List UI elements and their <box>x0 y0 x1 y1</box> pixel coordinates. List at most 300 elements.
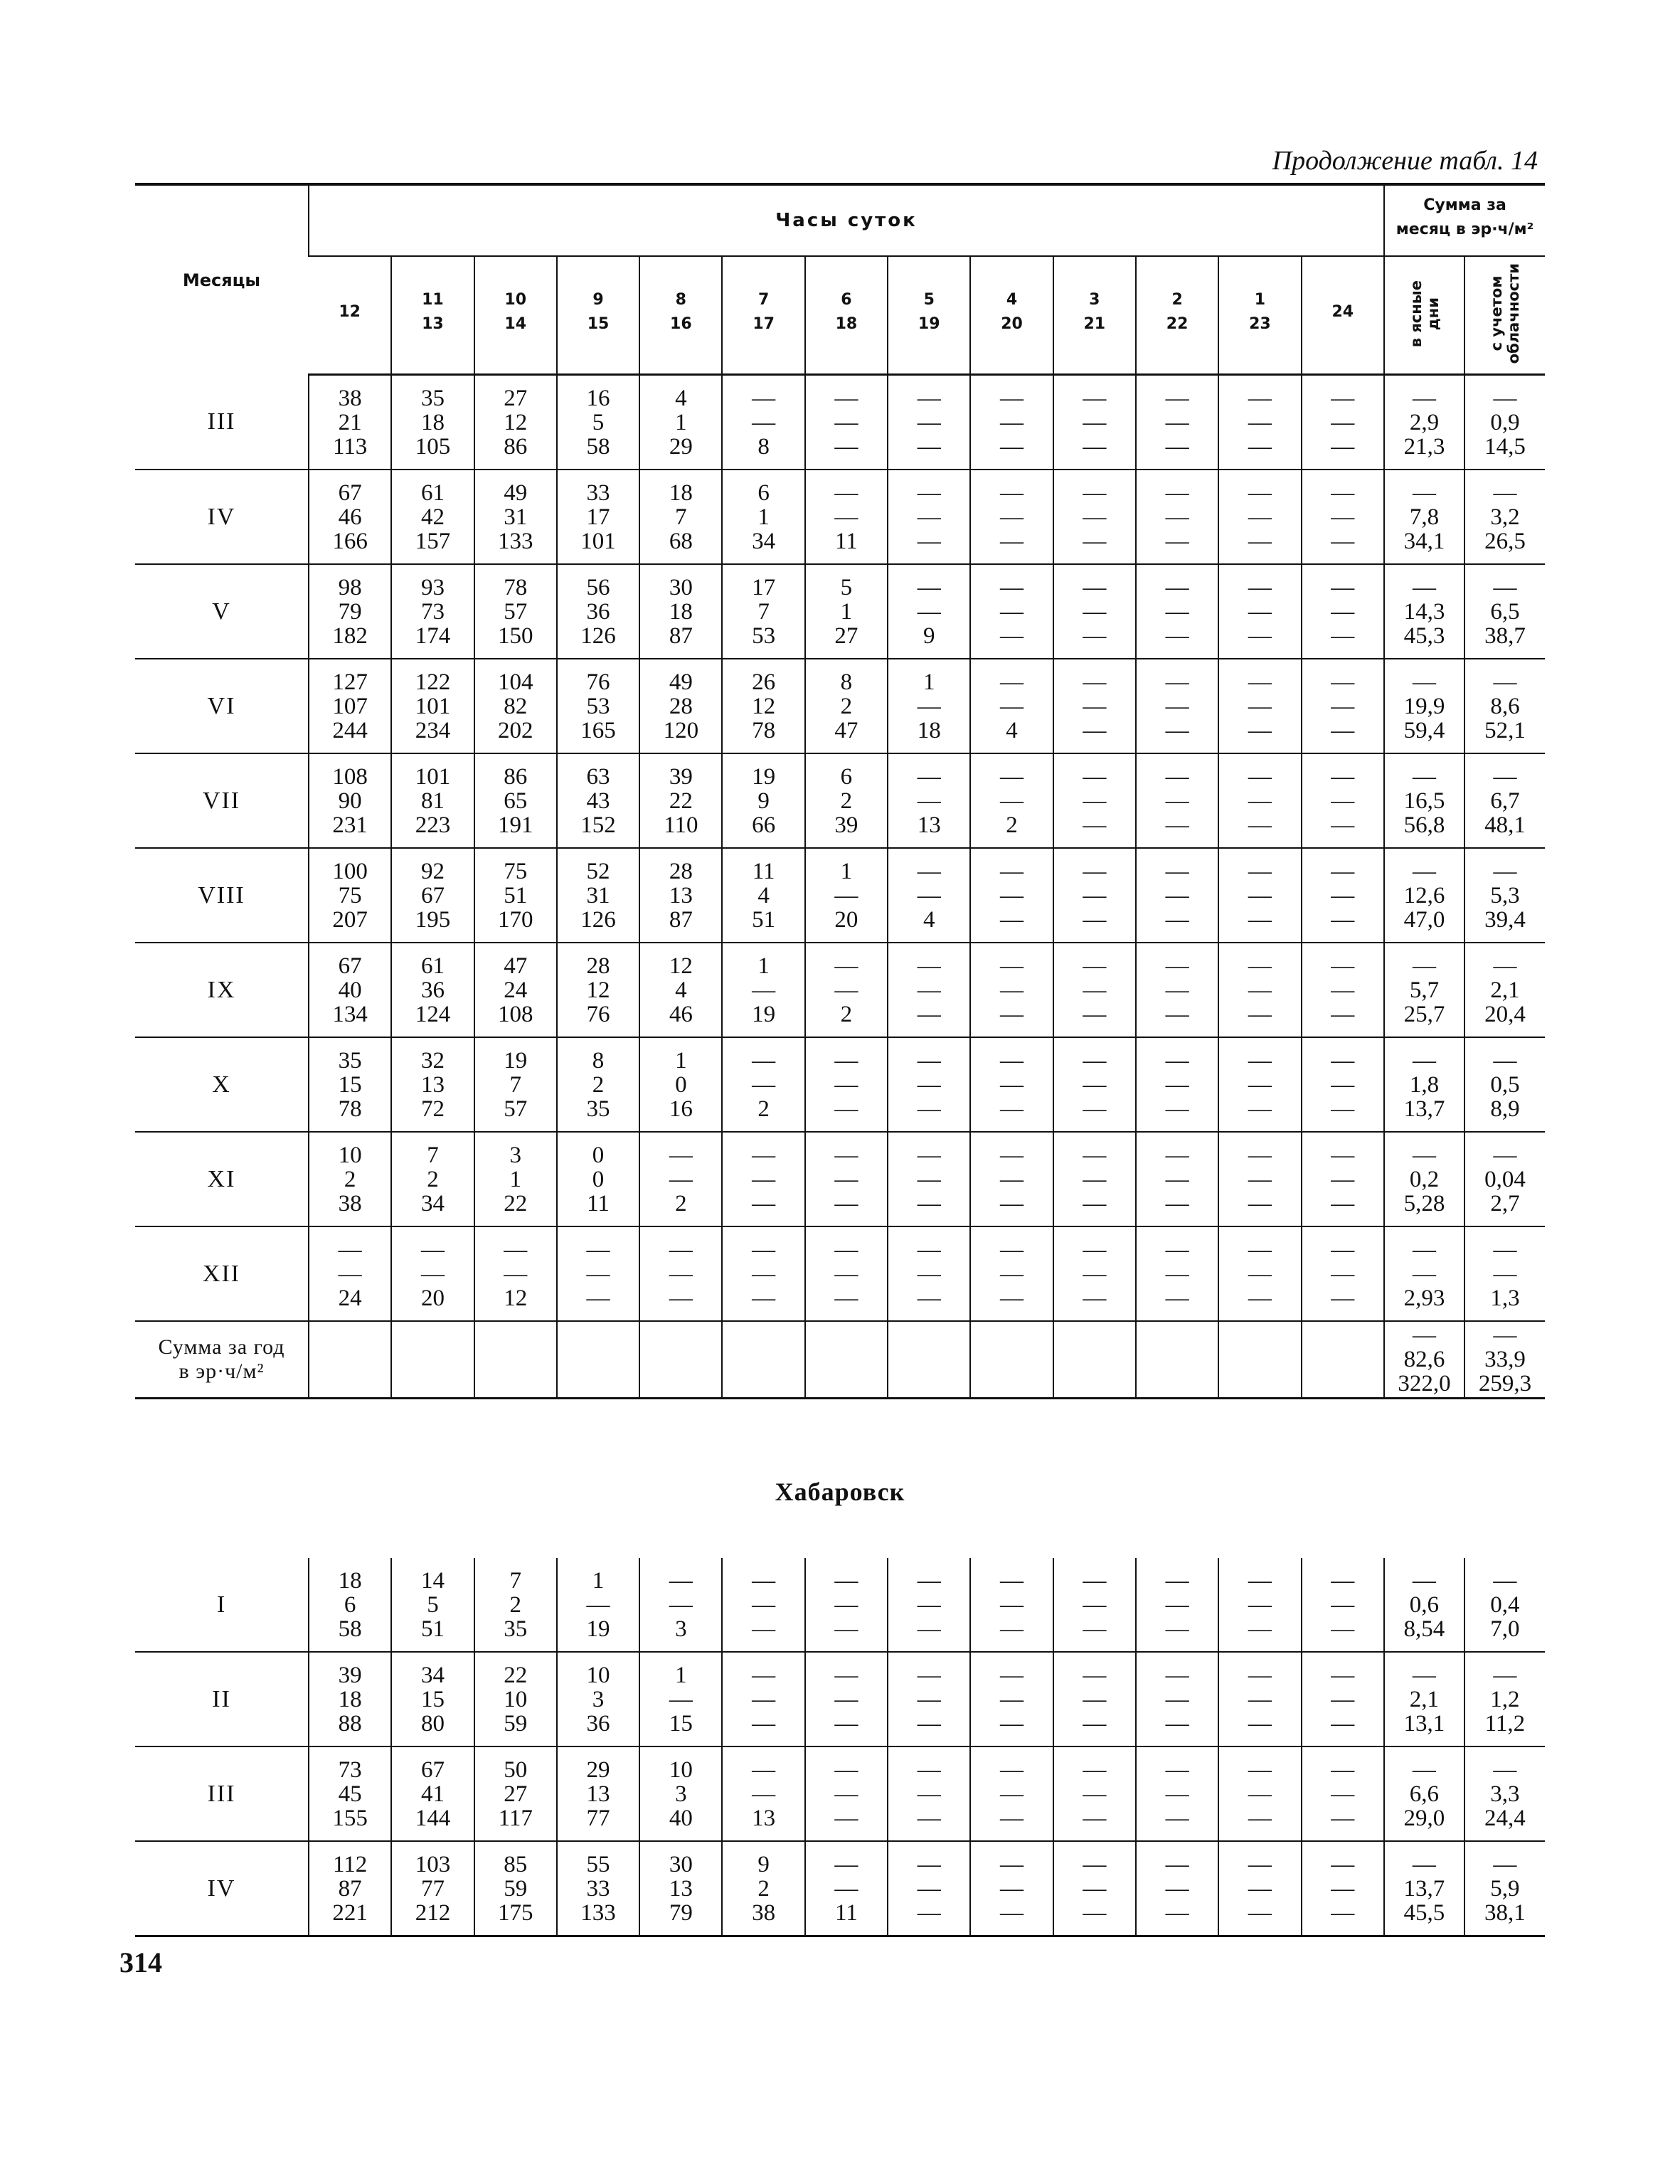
table-cell <box>1384 375 1464 470</box>
header-line: с учетом <box>1488 276 1506 351</box>
cell-value: — <box>1248 1899 1272 1926</box>
hour-column-header <box>309 256 391 375</box>
monthly-sum-header <box>1384 184 1545 256</box>
cell-value: 59 <box>504 1710 528 1737</box>
clear-days-header <box>1384 256 1464 375</box>
cell-value: — <box>1331 882 1355 908</box>
cell-value: — <box>669 1285 693 1311</box>
table-cell <box>309 564 391 659</box>
table-cell <box>722 1652 804 1746</box>
table-cell <box>888 659 970 753</box>
table-cell <box>391 1321 474 1399</box>
cell-value: 13 <box>420 1071 445 1098</box>
table-cell <box>474 1652 557 1746</box>
table-cell <box>1302 375 1384 470</box>
cell-value: — <box>669 1166 693 1192</box>
cell-value: — <box>1248 1261 1272 1287</box>
cell-value: — <box>504 1261 528 1287</box>
cell-value: — <box>1413 1236 1437 1263</box>
cell-value: — <box>1248 763 1272 790</box>
cell-value: — <box>1331 1285 1355 1311</box>
table-cell <box>1136 375 1218 470</box>
cell-value: 3 <box>509 1142 521 1168</box>
cell-value: — <box>752 1756 776 1783</box>
table-cell <box>1384 1746 1464 1841</box>
table-cell <box>639 1652 722 1746</box>
cell-value: — <box>752 1236 776 1263</box>
cell-value: — <box>1000 977 1024 1003</box>
cell-value: 1,3 <box>1490 1285 1520 1311</box>
cell-value: — <box>1493 1142 1517 1168</box>
month-label: III <box>135 1746 309 1841</box>
cell-value: — <box>1083 1190 1107 1216</box>
cell-value: 35 <box>586 1096 610 1122</box>
cell-value: — <box>1331 977 1355 1003</box>
cell-value: 17 <box>752 574 776 600</box>
cell-value: — <box>834 1567 858 1594</box>
cell-value: — <box>1083 1047 1107 1074</box>
cell-value: — <box>1000 858 1024 884</box>
cell-value: 31 <box>504 504 528 530</box>
cell-value: — <box>917 1190 941 1216</box>
cell-value: 46 <box>338 504 362 530</box>
table-cell <box>970 375 1053 470</box>
cell-value: — <box>1331 858 1355 884</box>
cell-value: — <box>1331 1166 1355 1192</box>
cell-value: 2 <box>509 1591 521 1618</box>
cell-value: 79 <box>338 598 362 625</box>
cell-value: 15 <box>587 315 610 333</box>
table-cell <box>1302 1841 1384 1936</box>
cell-value: 13 <box>752 1805 776 1831</box>
cell-value: — <box>834 504 858 530</box>
cell-value: — <box>1083 574 1107 600</box>
table-cell <box>639 848 722 943</box>
cell-value: 35 <box>338 1047 362 1074</box>
cell-value: — <box>834 479 858 506</box>
month-label: VI <box>135 659 309 753</box>
cell-value: — <box>1248 1781 1272 1807</box>
cell-value: — <box>1000 1166 1024 1192</box>
cell-value: — <box>1248 622 1272 649</box>
cell-value: — <box>1412 1567 1436 1594</box>
table-cell <box>1302 943 1384 1037</box>
cell-value: — <box>1331 409 1355 435</box>
cell-value: 53 <box>752 622 776 649</box>
table-cell <box>722 659 804 753</box>
cell-value: — <box>1412 1851 1436 1877</box>
cell-value: 19,9 <box>1403 693 1445 719</box>
cell-value: 46 <box>669 1001 693 1027</box>
cell-value: — <box>834 1285 858 1311</box>
cell-value: 126 <box>580 906 616 933</box>
cell-value: — <box>586 1236 610 1263</box>
cell-value: — <box>834 1142 858 1168</box>
table-cell <box>888 848 970 943</box>
cell-value: — <box>1165 622 1189 649</box>
cell-value: — <box>1331 1096 1355 1122</box>
cell-value: 1 <box>675 1047 687 1074</box>
cell-value: — <box>1331 528 1355 554</box>
cell-value: 56,8 <box>1403 812 1445 838</box>
cell-value: — <box>1165 812 1189 838</box>
cell-value: — <box>1083 1001 1107 1027</box>
cell-value: — <box>917 1285 941 1311</box>
cell-value: 22 <box>1166 315 1189 333</box>
cell-value: — <box>1331 953 1355 979</box>
clear-days-header-text <box>1408 280 1442 347</box>
cell-value: — <box>917 385 941 411</box>
cell-value: — <box>669 1142 693 1168</box>
cell-value: 15 <box>669 1710 693 1737</box>
table-cell <box>1464 848 1545 943</box>
cell-value: — <box>1083 669 1107 695</box>
cell-value: 11 <box>835 1899 858 1926</box>
cell-value: — <box>1331 1805 1355 1831</box>
cell-value: — <box>586 1261 610 1287</box>
cell-value: 29 <box>669 433 693 460</box>
cell-value: — <box>1248 598 1272 625</box>
cell-value: 30 <box>669 1851 693 1877</box>
cell-value: — <box>834 1875 858 1902</box>
table-cell <box>1384 1841 1464 1936</box>
cell-value: 18 <box>669 598 693 625</box>
cell-value: — <box>1083 953 1107 979</box>
cell-value: 35 <box>504 1616 528 1642</box>
table-cell <box>970 753 1053 848</box>
table-cell <box>639 1037 722 1132</box>
cell-value: 19 <box>752 1001 776 1027</box>
cell-value: 38,7 <box>1484 622 1526 649</box>
table-cell <box>970 659 1053 753</box>
cell-value: 2 <box>840 1001 853 1027</box>
cell-value: — <box>586 1285 610 1311</box>
cell-value: 7 <box>427 1142 439 1168</box>
cell-value: — <box>917 1591 941 1618</box>
cell-value: 7 <box>509 1071 521 1098</box>
cell-value: — <box>752 977 776 1003</box>
cell-value: 53 <box>586 693 610 719</box>
cell-value: 39,4 <box>1484 906 1526 933</box>
table-cell <box>391 943 474 1037</box>
cell-value: 58 <box>338 1616 362 1642</box>
cell-value: — <box>1000 622 1024 649</box>
cell-value: 47 <box>834 717 858 743</box>
table-cell <box>1302 659 1384 753</box>
cell-value: — <box>1248 528 1272 554</box>
cell-value: — <box>752 1591 776 1618</box>
table-cell <box>557 1037 639 1132</box>
cell-value: — <box>917 1096 941 1122</box>
cell-value: — <box>1331 1781 1355 1807</box>
table-cell <box>1218 1321 1301 1399</box>
cell-value: 0 <box>592 1142 605 1168</box>
table-cell <box>805 1226 888 1321</box>
cell-value: — <box>834 1851 858 1877</box>
table-cell <box>1218 1037 1301 1132</box>
table-cell <box>1053 1746 1136 1841</box>
table-cell <box>970 943 1053 1037</box>
table-cell <box>1384 564 1464 659</box>
table-cell <box>1384 753 1464 848</box>
cell-value: 110 <box>664 812 698 838</box>
cell-value: 152 <box>580 812 616 838</box>
cell-value: — <box>1083 409 1107 435</box>
table-cell <box>474 1558 557 1652</box>
table-cell <box>557 375 639 470</box>
cell-value: 1 <box>675 1662 687 1688</box>
cell-value: 11 <box>422 291 444 309</box>
table-row <box>135 1652 1545 1746</box>
cell-value: 16 <box>670 315 692 333</box>
cell-value: — <box>752 1190 776 1216</box>
hour-column-header <box>391 256 474 375</box>
cell-value: — <box>420 1236 445 1263</box>
cell-value: 43 <box>586 788 610 814</box>
cell-value: 68 <box>669 528 693 554</box>
cell-value: — <box>1165 669 1189 695</box>
table-cell <box>309 1037 391 1132</box>
table-cell <box>1464 1652 1545 1746</box>
cell-value: — <box>1083 1899 1107 1926</box>
cell-value: 157 <box>415 528 451 554</box>
cell-value: — <box>1413 1261 1437 1287</box>
cell-value: — <box>1165 763 1189 790</box>
cell-value: — <box>1248 812 1272 838</box>
table-cell <box>557 659 639 753</box>
cell-value: — <box>752 1662 776 1688</box>
table-cell <box>1464 943 1545 1037</box>
cell-value: — <box>834 1096 858 1122</box>
cell-value: 47 <box>504 953 528 979</box>
table-row <box>135 1226 1545 1321</box>
cell-value: — <box>1331 906 1355 933</box>
cell-value: 19 <box>504 1047 528 1074</box>
cell-value: — <box>1165 528 1189 554</box>
cell-value: 61 <box>420 953 445 979</box>
cell-value: — <box>1248 1166 1272 1192</box>
cell-value: 1,8 <box>1409 1071 1440 1098</box>
cell-value: — <box>338 1261 362 1287</box>
cell-value: 19 <box>918 315 940 333</box>
table-cell <box>391 564 474 659</box>
cell-value: — <box>1493 669 1517 695</box>
cell-value: — <box>1165 788 1189 814</box>
table-cell <box>1384 1652 1464 1746</box>
cell-value: в эр·ч/м² <box>179 1359 265 1383</box>
cell-value: — <box>1165 858 1189 884</box>
table-cell <box>722 375 804 470</box>
table-cell <box>722 1321 804 1399</box>
cell-value: — <box>1165 409 1189 435</box>
table-cell <box>970 564 1053 659</box>
cell-value: 19 <box>752 763 776 790</box>
table-cell <box>1218 848 1301 943</box>
cell-value: — <box>1083 1686 1107 1712</box>
cell-value: 38 <box>338 1190 362 1216</box>
cell-value: — <box>1493 1567 1517 1594</box>
cell-value: — <box>1493 1851 1517 1877</box>
cell-value: 212 <box>415 1899 451 1926</box>
cell-value: 63 <box>586 763 610 790</box>
cell-value: — <box>1000 788 1024 814</box>
cell-value: 34 <box>752 528 776 554</box>
cell-value: — <box>1083 1096 1107 1122</box>
cell-value: — <box>917 1567 941 1594</box>
cell-value: — <box>1165 1662 1189 1688</box>
cell-value: — <box>834 385 858 411</box>
cell-value: — <box>752 1285 776 1311</box>
cell-value: 8,6 <box>1490 693 1520 719</box>
cell-value: — <box>1083 882 1107 908</box>
cell-value: 75 <box>504 858 528 884</box>
table-cell <box>1302 470 1384 564</box>
cell-value: 18 <box>338 1567 362 1594</box>
cell-value: 28 <box>586 953 610 979</box>
cell-value: 1 <box>757 504 770 530</box>
cell-value: 6,7 <box>1490 788 1520 814</box>
cell-value: 7 <box>675 504 687 530</box>
cell-value: 144 <box>415 1805 451 1831</box>
cell-value: 36 <box>586 598 610 625</box>
table-row <box>135 564 1545 659</box>
cell-value: — <box>1413 669 1437 695</box>
table-cell <box>970 1841 1053 1936</box>
cell-value: — <box>917 479 941 506</box>
cell-value: 45 <box>338 1781 362 1807</box>
cell-value: — <box>834 1047 858 1074</box>
table-cell <box>888 375 970 470</box>
hour-column-header <box>557 256 639 375</box>
month-label: IV <box>135 470 309 564</box>
cell-value: — <box>1083 693 1107 719</box>
cell-value: — <box>1083 1166 1107 1192</box>
table-cell <box>722 564 804 659</box>
table-cell <box>557 1226 639 1321</box>
cell-value: — <box>917 574 941 600</box>
cell-value: 2 <box>757 1096 770 1122</box>
cell-value: — <box>1331 1616 1355 1642</box>
cell-value: — <box>1000 1805 1024 1831</box>
cell-value: — <box>1165 1261 1189 1287</box>
cell-value: 51 <box>504 882 528 908</box>
cell-value: 13 <box>669 1875 693 1902</box>
cell-value: 32 <box>420 1047 445 1074</box>
cell-value: 13 <box>422 315 444 333</box>
table-cell <box>805 1841 888 1936</box>
cell-value: 5,28 <box>1403 1190 1445 1216</box>
cell-value: — <box>1331 693 1355 719</box>
cell-value: 82,6 <box>1403 1347 1445 1372</box>
cell-value: 59 <box>504 1875 528 1902</box>
cell-value: — <box>1413 1047 1437 1074</box>
cell-value: 5,7 <box>1409 977 1440 1003</box>
cell-value: 15 <box>338 1071 362 1098</box>
cell-value: — <box>834 1662 858 1688</box>
table-cell <box>1464 1037 1545 1132</box>
cell-value: — <box>1248 1591 1272 1618</box>
cell-value: 55 <box>586 1851 610 1877</box>
cell-value: — <box>834 1805 858 1831</box>
cell-value: — <box>1000 528 1024 554</box>
city-title: Хабаровск <box>775 1478 905 1506</box>
cell-value: 221 <box>332 1899 368 1926</box>
cell-value: — <box>1083 1851 1107 1877</box>
cell-value: — <box>1248 1047 1272 1074</box>
hour-column-header <box>1136 256 1218 375</box>
table-cell <box>805 1321 888 1399</box>
cell-value: 0,6 <box>1409 1591 1439 1618</box>
cell-value: — <box>1493 574 1517 600</box>
table-cell <box>1302 564 1384 659</box>
cell-value: — <box>752 1142 776 1168</box>
cell-value: 57 <box>504 1096 528 1122</box>
table-cell <box>391 1037 474 1132</box>
cell-value: — <box>1165 433 1189 460</box>
cell-value: 18 <box>917 717 941 743</box>
cell-value: 67 <box>420 882 445 908</box>
cell-value: 1 <box>840 858 853 884</box>
cell-value: 67 <box>338 479 362 506</box>
table-cell <box>1136 1132 1218 1226</box>
cell-value: — <box>1083 1567 1107 1594</box>
cell-value: — <box>917 1875 941 1902</box>
cell-value: — <box>917 788 941 814</box>
cell-value: — <box>1331 1710 1355 1737</box>
cell-value: — <box>1000 504 1024 530</box>
cell-value: 24 <box>338 1285 362 1311</box>
table-cell <box>722 1226 804 1321</box>
cell-value: 101 <box>415 693 451 719</box>
table-cell <box>1218 375 1301 470</box>
cell-value: — <box>752 409 776 435</box>
cell-value: 101 <box>580 528 616 554</box>
cell-value: — <box>1248 1285 1272 1311</box>
cell-value: — <box>1000 1001 1024 1027</box>
annual-total-row <box>135 1321 1545 1399</box>
cell-value: 113 <box>333 433 368 460</box>
table-cell <box>1218 1652 1301 1746</box>
cell-value: — <box>1000 882 1024 908</box>
cell-value: — <box>1000 598 1024 625</box>
cell-value: — <box>1493 1322 1517 1348</box>
cell-value: 1 <box>757 953 770 979</box>
cell-value: 19 <box>586 1616 610 1642</box>
table-cell <box>639 1132 722 1226</box>
cell-value: 87 <box>669 906 693 933</box>
table-cell <box>722 943 804 1037</box>
cell-value: 93 <box>420 574 445 600</box>
cell-value: — <box>834 1616 858 1642</box>
table-row <box>135 470 1545 564</box>
table-cell <box>1136 659 1218 753</box>
header-line: в ясные <box>1407 280 1425 348</box>
cell-value: — <box>1248 1662 1272 1688</box>
cell-value: — <box>834 977 858 1003</box>
cell-value: — <box>1331 1875 1355 1902</box>
cell-value: 22 <box>504 1190 528 1216</box>
table-row <box>135 943 1545 1037</box>
cell-value: — <box>669 1567 693 1594</box>
cell-value: 234 <box>415 717 451 743</box>
table-cell <box>309 943 391 1037</box>
table-cell <box>474 659 557 753</box>
cell-value: 82 <box>504 693 528 719</box>
cell-value: — <box>586 1591 610 1618</box>
cell-value: — <box>917 1686 941 1712</box>
table-cell <box>391 848 474 943</box>
cell-value: 150 <box>497 622 533 649</box>
